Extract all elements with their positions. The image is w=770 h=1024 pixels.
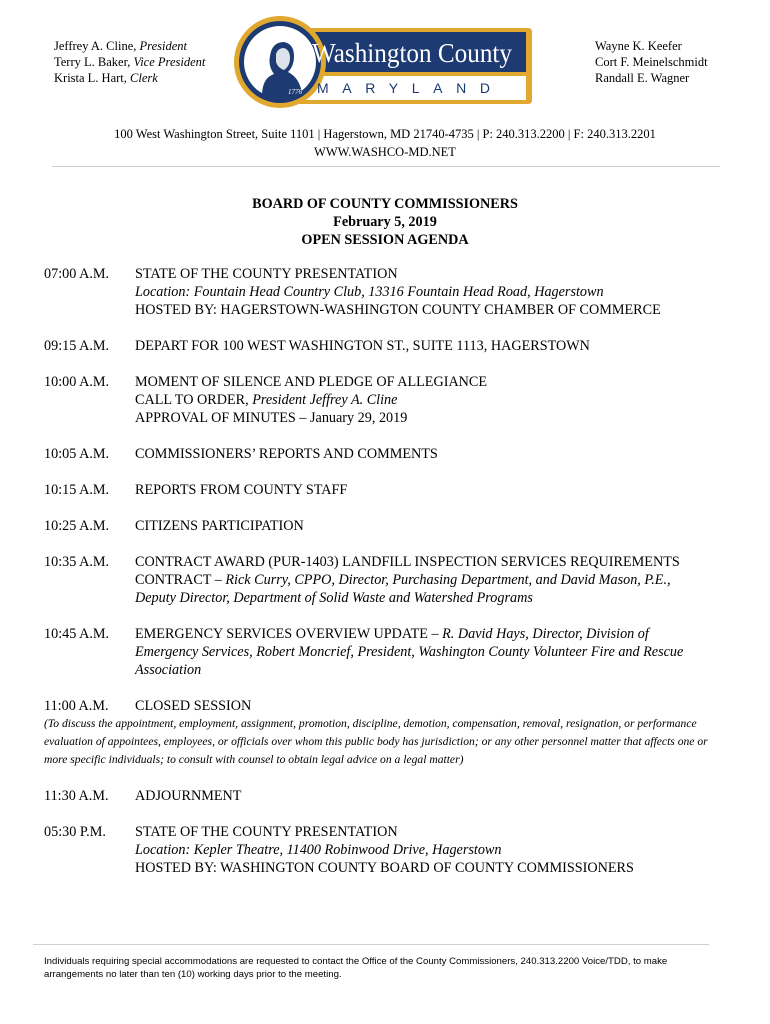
agenda-item bbox=[44, 445, 734, 463]
officer-line: Wayne K. Keefer bbox=[595, 39, 682, 53]
agenda-line bbox=[135, 661, 734, 679]
session-title: OPEN SESSION AGENDA bbox=[301, 232, 469, 248]
agenda-text: Emergency Services, Robert Moncrief, President, Washington County Volunteer Fire and Rescue bbox=[135, 644, 684, 660]
agenda-text: CONTRACT – bbox=[135, 572, 226, 588]
agenda-time: 10:15 A.M. bbox=[44, 482, 110, 498]
header-divider bbox=[52, 166, 720, 167]
footer-divider bbox=[33, 944, 709, 945]
agenda-text: CONTRACT AWARD (PUR-1403) LANDFILL INSPECTION SERVICES REQUIREMENTS bbox=[135, 554, 680, 570]
agenda-item bbox=[44, 625, 734, 679]
agenda-time: 10:35 A.M. bbox=[44, 554, 110, 570]
agenda-item bbox=[44, 481, 734, 499]
agenda-text: Location: Kepler Theatre, 11400 Robinwood Drive, Hagerstown bbox=[135, 842, 502, 858]
agenda-heading bbox=[0, 195, 770, 249]
agenda-line bbox=[135, 265, 734, 283]
officer-line: Randall E. Wagner bbox=[595, 71, 690, 85]
logo-state: MARYLAND bbox=[317, 80, 507, 96]
agenda-time: 11:30 A.M. bbox=[44, 788, 109, 804]
agenda-text: Location: Fountain Head Country Club, 13316 Fountain Head Road, Hagerstown bbox=[135, 284, 604, 300]
agenda-description bbox=[135, 517, 734, 535]
agenda-line bbox=[135, 697, 734, 715]
agenda-item bbox=[44, 787, 734, 805]
agenda-line bbox=[135, 301, 734, 319]
agenda-text: REPORTS FROM COUNTY STAFF bbox=[135, 482, 348, 498]
agenda-line bbox=[135, 625, 734, 643]
agenda-description bbox=[135, 625, 734, 679]
agenda-time: 05:30 P.M. bbox=[44, 824, 106, 840]
agenda-text: HOSTED BY: HAGERSTOWN-WASHINGTON COUNTY CHAMBER OF COMMERCE bbox=[135, 302, 661, 318]
agenda-description bbox=[135, 337, 734, 355]
agenda-time: 10:25 A.M. bbox=[44, 518, 110, 534]
agenda-text: STATE OF THE COUNTY PRESENTATION bbox=[135, 266, 398, 282]
agenda-time: 10:05 A.M. bbox=[44, 446, 110, 462]
agenda-description bbox=[135, 445, 734, 463]
agenda-text: CITIZENS PARTICIPATION bbox=[135, 518, 304, 534]
agenda-text: HOSTED BY: WASHINGTON COUNTY BOARD OF COUNTY COMMISSIONERS bbox=[135, 860, 634, 876]
agenda-text: Deputy Director, Department of Solid Waste and Watershed Programs bbox=[135, 590, 533, 606]
agenda-text: APPROVAL OF MINUTES – January 29, 2019 bbox=[135, 410, 408, 426]
washington-county-logo bbox=[232, 14, 534, 110]
agenda-list bbox=[44, 265, 734, 895]
agenda-item bbox=[44, 697, 734, 715]
agenda-description bbox=[135, 823, 734, 877]
officers-right bbox=[595, 38, 708, 86]
agenda-item bbox=[44, 337, 734, 355]
agenda-line bbox=[135, 283, 734, 301]
logo-county-name: Washington County bbox=[312, 38, 513, 68]
agenda-text: Association bbox=[135, 662, 202, 678]
agenda-description bbox=[135, 553, 734, 607]
agenda-line bbox=[135, 481, 734, 499]
agenda-line bbox=[135, 517, 734, 535]
agenda-description bbox=[135, 265, 734, 319]
officer-line: Terry L. Baker, Vice President bbox=[54, 55, 206, 69]
officers-left bbox=[54, 38, 205, 86]
agenda-line bbox=[135, 571, 734, 589]
agenda-line bbox=[135, 445, 734, 463]
accommodations-footnote: Individuals requiring special accommodations are requested to contact the Office of the County Commissioners, 240.313.2200 Voice/TDD, to make arrangements no later than ten (10) working days prior to the meeting. bbox=[44, 956, 668, 980]
agenda-time: 11:00 A.M. bbox=[44, 698, 109, 714]
agenda-description bbox=[135, 787, 734, 805]
agenda-description bbox=[135, 373, 734, 427]
agenda-line bbox=[135, 589, 734, 607]
agenda-text: COMMISSIONERS’ REPORTS AND COMMENTS bbox=[135, 446, 438, 462]
agenda-time: 10:45 A.M. bbox=[44, 626, 110, 642]
agenda-text: R. David Hays, Director, Division of bbox=[442, 626, 649, 642]
officer-line: Jeffrey A. Cline, President bbox=[54, 39, 187, 53]
agenda-item bbox=[44, 553, 734, 607]
agenda-text: MOMENT OF SILENCE AND PLEDGE OF ALLEGIANCE bbox=[135, 374, 488, 390]
agenda-text: ADJOURNMENT bbox=[135, 788, 242, 804]
agenda-line bbox=[135, 841, 734, 859]
officer-line: Krista L. Hart, Clerk bbox=[54, 71, 158, 85]
agenda-text: DEPART FOR 100 WEST WASHINGTON ST., SUITE 1113, HAGERSTOWN bbox=[135, 338, 590, 354]
officer-line: Cort F. Meinelschmidt bbox=[595, 55, 708, 69]
agenda-text: CLOSED SESSION bbox=[135, 698, 252, 714]
agenda-line bbox=[135, 391, 734, 409]
logo-year: 1776 bbox=[288, 88, 302, 96]
agenda-line bbox=[135, 643, 734, 661]
agenda-text: CALL TO ORDER, bbox=[135, 392, 253, 408]
agenda-item bbox=[44, 517, 734, 535]
address-line: 100 West Washington Street, Suite 1101 | Hagerstown, MD 21740-4735 | P: 240.313.2200 | F: 240.313.2201 bbox=[114, 127, 656, 141]
agenda-time: 07:00 A.M. bbox=[44, 266, 110, 282]
agenda-item bbox=[44, 265, 734, 319]
agenda-description bbox=[135, 481, 734, 499]
website-link[interactable]: WWW.WASHCO-MD.NET bbox=[314, 145, 456, 159]
agenda-description bbox=[135, 697, 734, 715]
meeting-date: February 5, 2019 bbox=[333, 214, 437, 230]
agenda-time: 09:15 A.M. bbox=[44, 338, 110, 354]
agenda-line bbox=[135, 787, 734, 805]
agenda-line bbox=[135, 859, 734, 877]
agenda-text: EMERGENCY SERVICES OVERVIEW UPDATE – bbox=[135, 626, 443, 642]
agenda-text: STATE OF THE COUNTY PRESENTATION bbox=[135, 824, 398, 840]
board-title: BOARD OF COUNTY COMMISSIONERS bbox=[252, 196, 518, 212]
agenda-item bbox=[44, 373, 734, 427]
agenda-line bbox=[135, 337, 734, 355]
closed-session-note: (To discuss the appointment, employment, assignment, promotion, discipline, demotion, compensation, removal, resignation, or performance evaluation of appointees, employees, or officials over whom this public body has jurisdiction; or any other personnel matter that affects one or more specific individuals; to consult with counsel to obtain legal advice on a legal matter) bbox=[44, 717, 708, 766]
agenda-line bbox=[135, 373, 734, 391]
agenda-line bbox=[135, 409, 734, 427]
agenda-line bbox=[135, 553, 734, 571]
agenda-text: President Jeffrey A. Cline bbox=[252, 392, 398, 408]
agenda-line bbox=[135, 823, 734, 841]
agenda-text: Rick Curry, CPPO, Director, Purchasing Department, and David Mason, P.E., bbox=[225, 572, 671, 588]
agenda-item bbox=[44, 823, 734, 877]
agenda-time: 10:00 A.M. bbox=[44, 374, 110, 390]
